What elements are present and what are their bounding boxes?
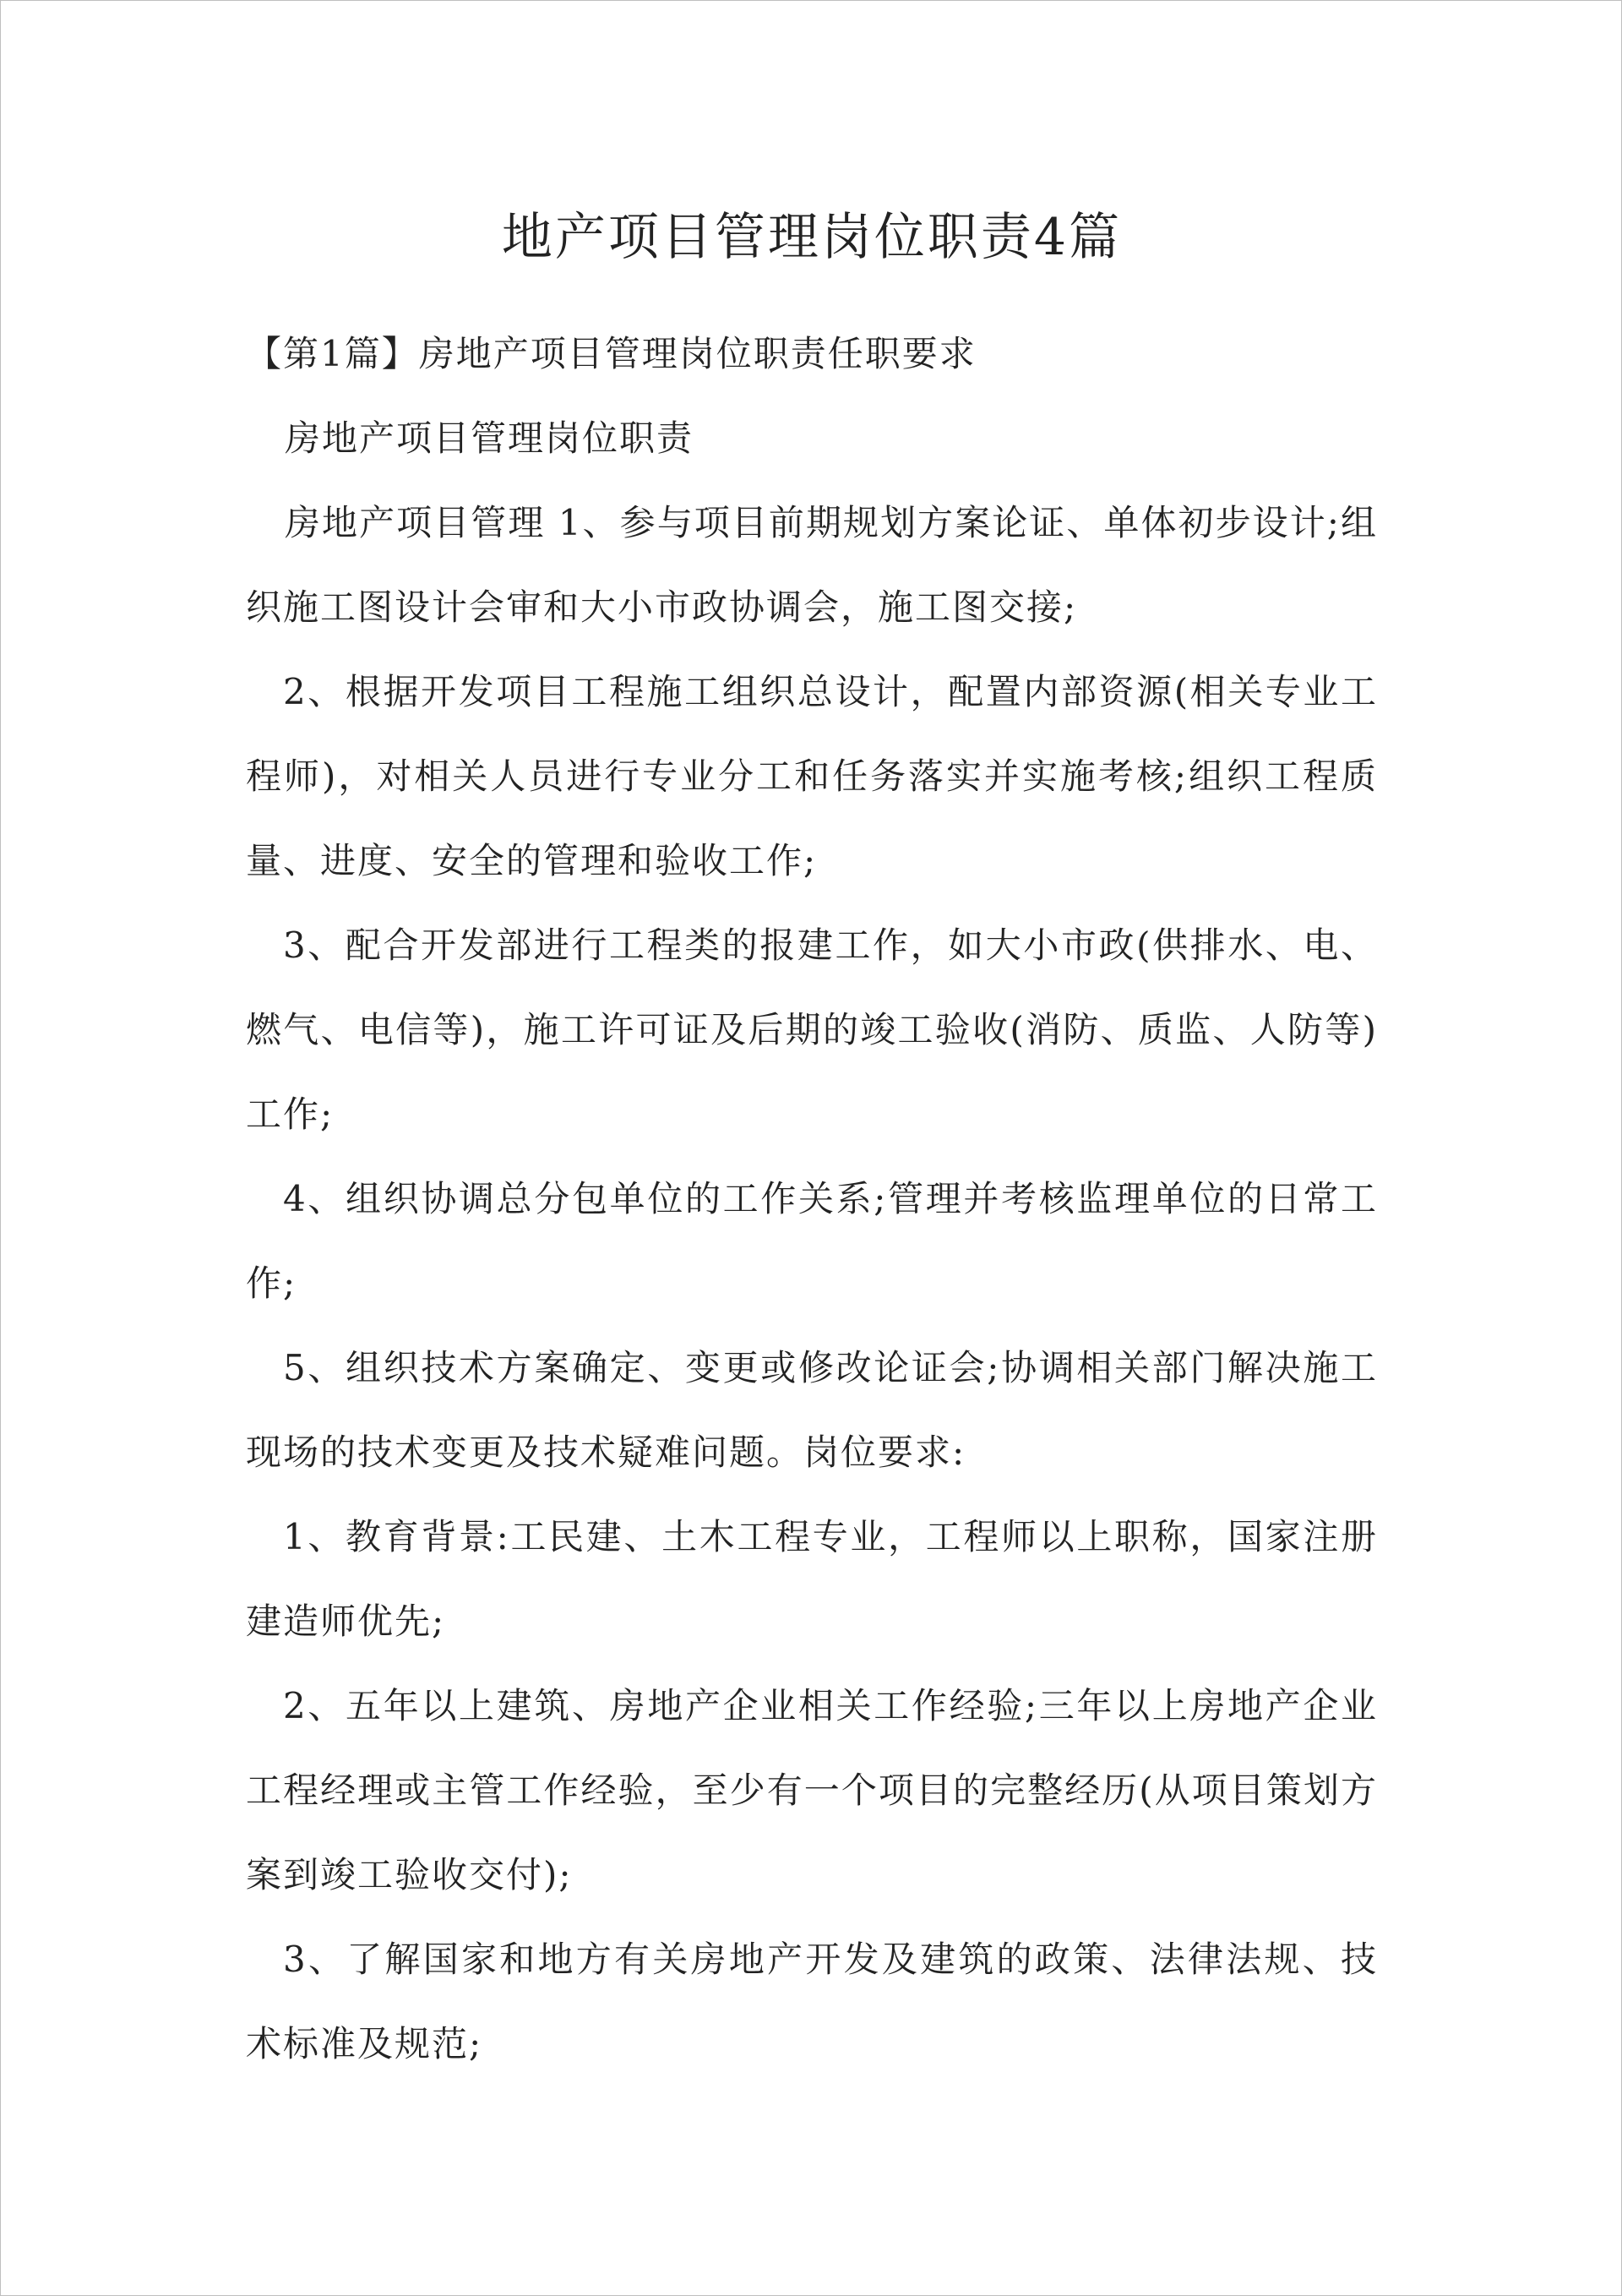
paragraph: 房地产项目管理 1、参与项目前期规划方案论证、单体初步设计;组织施工图设计会审和大小市政协调会，施工图交接; — [246, 502, 1378, 628]
section-heading: 【第1篇】房地产项目管理岗位职责任职要求 — [246, 333, 977, 374]
paragraph: 3、配合开发部进行工程类的报建工作，如大小市政(供排水、电、燃气、电信等)，施工许可证及后期的竣工验收(消防、质监、人防等)工作; — [246, 924, 1378, 1135]
paragraph: 2、根据开发项目工程施工组织总设计，配置内部资源(相关专业工程师)，对相关人员进行专业分工和任务落实并实施考核;组织工程质量、进度、安全的管理和验收工作; — [246, 671, 1378, 881]
document-body — [246, 195, 1378, 2086]
paragraph: 2、五年以上建筑、房地产企业相关工作经验;三年以上房地产企业工程经理或主管工作经验，至少有一个项目的完整经历(从项目策划方案到竣工验收交付); — [246, 1685, 1378, 1895]
paragraph: 3、了解国家和地方有关房地产开发及建筑的政策、法律法规、技术标准及规范; — [246, 1939, 1378, 2064]
paragraph: 4、组织协调总分包单位的工作关系;管理并考核监理单位的日常工作; — [246, 1178, 1378, 1304]
document-title: 地产项目管理岗位职责4篇 — [501, 208, 1123, 267]
paragraph: 1、教育背景:工民建、土木工程专业，工程师以上职称，国家注册建造师优先; — [246, 1516, 1378, 1642]
subheading: 房地产项目管理岗位职责 — [285, 417, 694, 459]
paragraph: 5、组织技术方案确定、变更或修改论证会;协调相关部门解决施工现场的技术变更及技术疑难问题。岗位要求: — [246, 1347, 1378, 1473]
